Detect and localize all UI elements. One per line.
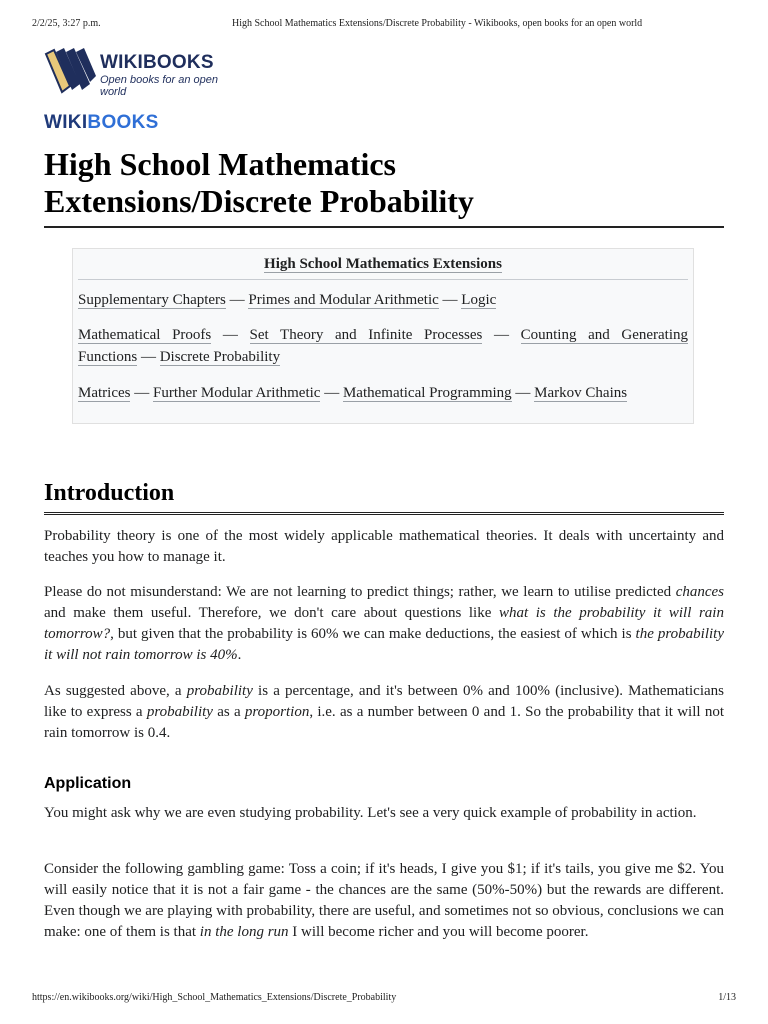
nav-link-primes-modular-arithmetic[interactable]: Primes and Modular Arithmetic (248, 292, 439, 308)
intro-paragraph-2: Please do not misunderstand: We are not learning to predict things; rather, we learn to utilise predicted chances and make them useful. Therefore, we don't care about questions like what is the probability it will rain tomorrow?, but given that the probability is 60% we can make deductions, the easiest of which is the probability it will not rain tomorrow is 40%. (44, 584, 724, 663)
page-number: 1/13 (718, 992, 736, 1003)
navbox-row-1: Supplementary Chapters — Primes and Modular Arithmetic — Logic (78, 292, 497, 308)
navbox-title-link[interactable]: High School Mathematics Extensions (264, 256, 502, 272)
nav-link-further-modular-arithmetic[interactable]: Further Modular Arithmetic (152, 385, 321, 401)
navbox-row-2b: Functions — Discrete Probability (78, 349, 281, 365)
navbox-title (78, 253, 688, 280)
print-header (32, 18, 736, 32)
nav-link-mathematical-proofs[interactable]: Mathematical Proofs (78, 327, 212, 343)
nav-link-logic[interactable]: Logic (461, 292, 497, 308)
nav-link-markov-chains[interactable]: Markov Chains (534, 385, 628, 401)
nav-link-functions[interactable]: Functions (78, 349, 138, 365)
navbox-row-2: Mathematical Proofs — Set Theory and Infinite Processes — Counting and Generating (78, 327, 688, 343)
print-footer (32, 992, 736, 1006)
nav-link-mathematical-programming[interactable]: Mathematical Programming (342, 385, 512, 401)
nav-link-counting-generating[interactable]: Counting and Generating (520, 327, 688, 343)
nav-link-set-theory[interactable]: Set Theory and Infinite Processes (249, 327, 483, 343)
print-datetime: 2/2/25, 3:27 p.m. (32, 18, 101, 29)
logo-tagline: Open books for an open world (100, 74, 219, 98)
application-paragraph-1: You might ask why we are even studying probability. Let's see a very quick example of probability in action. (44, 805, 697, 821)
wikibooks-logo[interactable] (44, 46, 244, 98)
intro-paragraph-1: Probability theory is one of the most widely applicable mathematical theories. It deals with uncertainty and teaches you how to manage it. (44, 528, 724, 565)
application-heading: Application (44, 775, 132, 792)
logo-wordmark: WIKIBOOKS (100, 52, 214, 73)
intro-paragraph-3: As suggested above, a probability is a percentage, and it's between 0% and 100% (inclusive). Mathematicians like to express a probability as a proportion, i.e. as a number between 0 and 1. So the probability that it will not rain tomorrow is 0.4. (44, 683, 724, 741)
wikibooks-wordmark[interactable]: WIKIBOOKS (44, 112, 159, 133)
print-url: https://en.wikibooks.org/wiki/High_School_Mathematics_Extensions/Discrete_Probability (32, 992, 397, 1003)
page-title: High School Mathematics Extensions/Discrete Probability (44, 146, 724, 228)
navbox-row-3: Matrices — Further Modular Arithmetic — Mathematical Programming — Markov Chains (78, 385, 628, 401)
print-page-title: High School Mathematics Extensions/Discrete Probability - Wikibooks, open books for an open world (232, 18, 643, 29)
introduction-heading: Introduction (44, 478, 724, 515)
nav-link-supplementary-chapters[interactable]: Supplementary Chapters (78, 292, 226, 308)
navbox (72, 248, 694, 424)
nav-link-discrete-probability[interactable]: Discrete Probability (159, 349, 281, 365)
application-paragraph-2: Consider the following gambling game: Toss a coin; if it's heads, I give you $1; if it's tails, you give me $2. You will easily notice that it is not a fair game - the chances are the same (50%-50%) but the rewards are different. Even though we are playing with probability, there are useful, and sometimes not so obvious, conclusions we can make: one of them is that in the long run I will become richer and you will become poorer. (44, 861, 724, 940)
books-icon (44, 46, 98, 96)
nav-link-matrices[interactable]: Matrices (78, 385, 131, 401)
